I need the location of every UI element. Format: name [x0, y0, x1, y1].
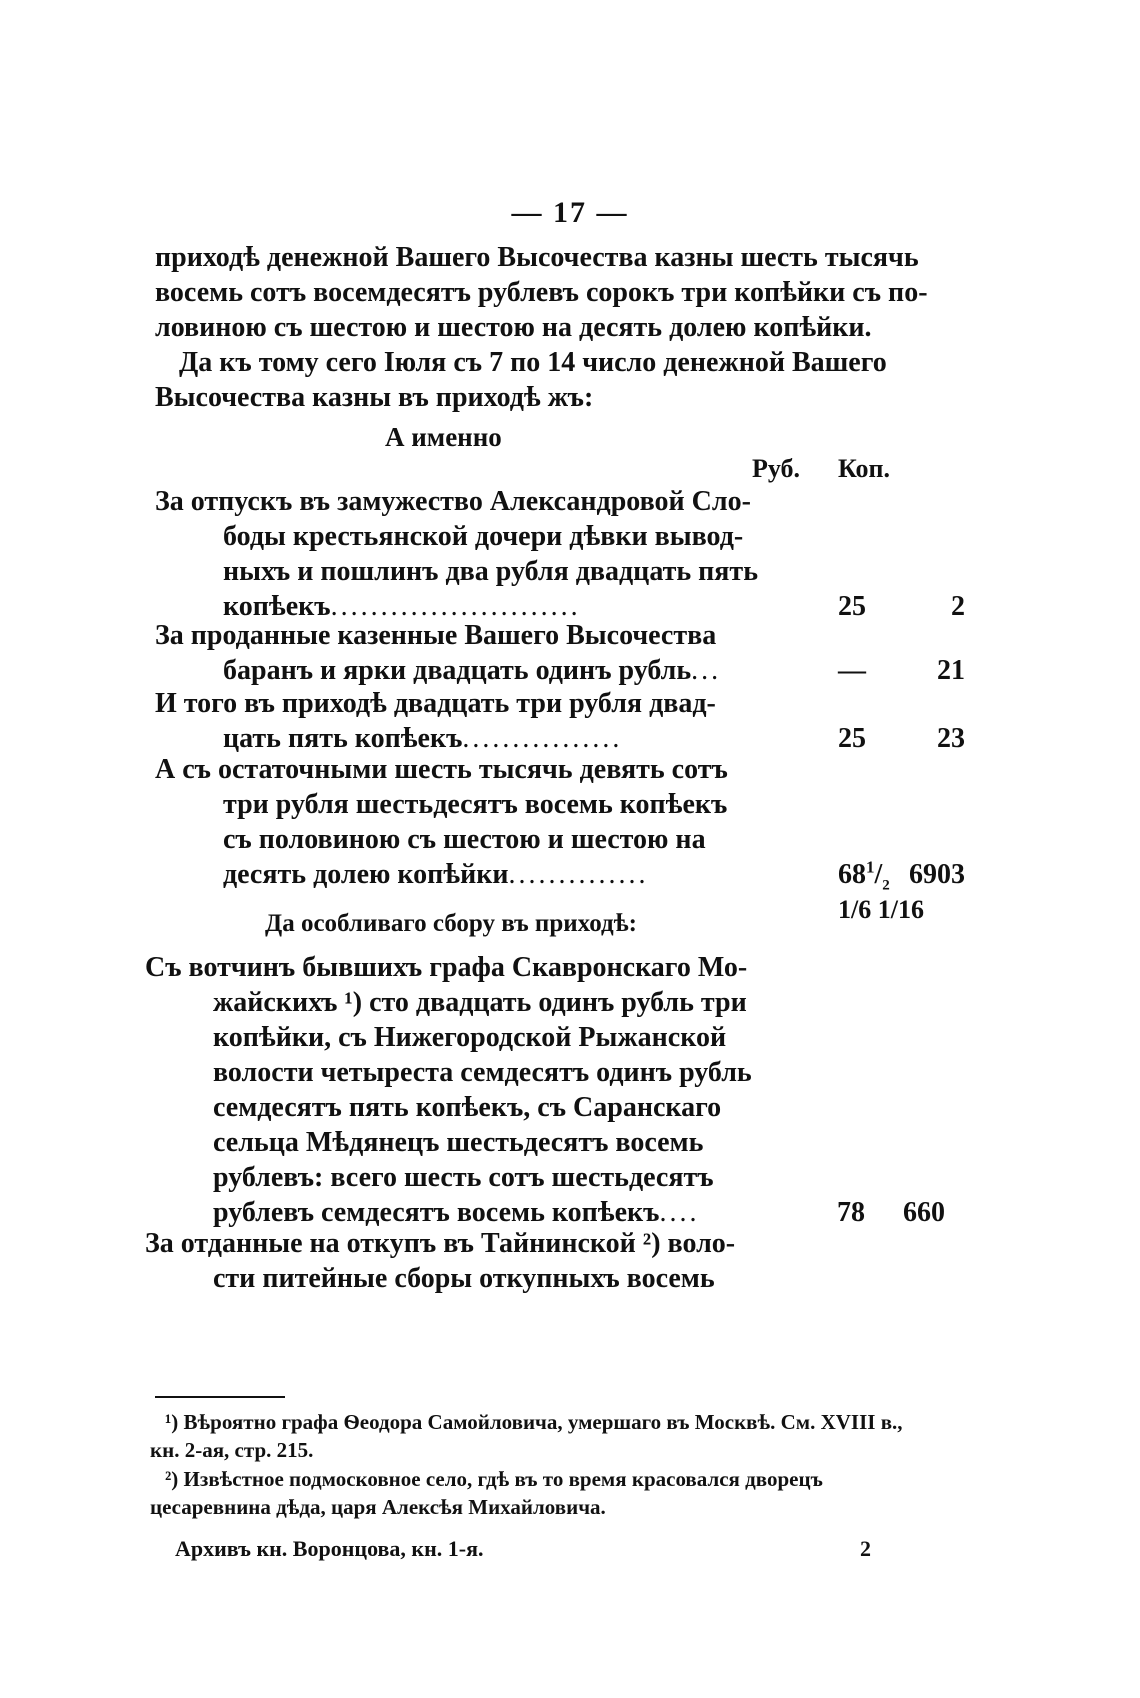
entry-line: А съ остаточными шесть тысячь девять сотъ	[155, 754, 728, 785]
extra-fraction: 1/6 1/16	[838, 895, 924, 924]
entry-line: три рубля шестьдесятъ восемь копѣекъ	[223, 789, 728, 820]
amount-rub: 21	[937, 655, 965, 686]
entry-line	[145, 1195, 945, 1230]
footnote-line: цесаревнина дѣда, царя Алексѣя Михайловича.	[150, 1495, 606, 1519]
text-line: Да къ тому сего Іюля съ 7 по 14 число денежной Вашего	[179, 347, 887, 378]
entry-line: сельца Мѣдянецъ шестьдесятъ восемь	[213, 1127, 704, 1158]
column-header-rub: Руб.	[752, 454, 801, 483]
ledger-entry	[155, 686, 965, 756]
column-header-kop: Коп.	[838, 454, 891, 483]
amount-kop: 25	[838, 723, 866, 754]
footnote-2	[150, 1465, 965, 1521]
ledger-entry	[145, 950, 945, 1230]
amount-rub: 660	[903, 1197, 945, 1228]
section-heading: Да особливаго сбору въ приходѣ:	[265, 910, 637, 937]
entry-line: Съ вотчинъ бывшихъ графа Скавронскаго Мо-	[145, 952, 748, 983]
footnote-1	[150, 1408, 965, 1464]
entry-text: баранъ и ярки двадцать одинъ рубль	[223, 655, 692, 686]
text-line: ловиною съ шестою и шестою на десять долею копѣйки.	[155, 312, 872, 343]
amount-rub: 6903	[909, 859, 965, 890]
entry-line: рублевъ: всего шесть сотъ шестьдесятъ	[213, 1162, 714, 1193]
entry-line: ныхъ и пошлинъ два рубля двадцать пять	[223, 556, 758, 587]
sheet-number: 2	[860, 1536, 871, 1561]
entry-line: И того въ приходѣ двадцать три рубля двад-	[155, 688, 716, 719]
fraction-numerator: 1	[866, 857, 875, 877]
entry-line: съ половиною съ шестою и шестою на	[223, 824, 706, 855]
amount-kop: 78	[837, 1197, 865, 1228]
text-line: Высочества казны въ приходѣ жъ:	[155, 382, 594, 413]
leader-dots: ...	[691, 655, 722, 686]
entry-line: За проданные казенные Вашего Высочества	[155, 620, 717, 651]
footnote-line: ²) Извѣстное подмосковное село, гдѣ въ то время красовался дворецъ	[165, 1467, 823, 1491]
footnote-rule	[155, 1396, 285, 1398]
page-number: — 17 —	[511, 196, 629, 229]
entry-line: жайскихъ ¹) сто двадцать одинъ рубль три	[213, 987, 747, 1018]
second-paragraph	[155, 345, 935, 415]
footnote-line: ¹) Вѣроятно графа Ѳеодора Самойловича, умершаго въ Москвѣ. См. XVIII в.,	[165, 1410, 903, 1434]
entry-line: боды крестьянской дочери дѣвки вывод-	[223, 521, 744, 552]
leader-dots: ................	[462, 723, 623, 754]
entry-line	[155, 857, 965, 894]
fraction-denominator: 2	[882, 877, 890, 894]
leader-dots: .........................	[330, 591, 581, 622]
amount-kop: $68^1/_2$	[838, 857, 890, 894]
leader-dots: ....	[659, 1197, 700, 1228]
ledger-entry	[155, 484, 965, 624]
text-line: восемь сотъ восемдесятъ рублевъ сорокъ три копѣйки съ по-	[155, 277, 928, 308]
amount-kop: —	[838, 655, 866, 686]
text-line: приходѣ денежной Вашего Высочества казны шесть тысячь	[155, 242, 919, 273]
entry-text: десять долею копѣйки	[223, 859, 509, 890]
footnote-line: кн. 2-ая, стр. 215.	[150, 1438, 314, 1462]
entry-line: За отпускъ въ замужество Александровой Сло-	[155, 486, 751, 517]
entry-line: копѣйки, съ Нижегородской Рыжанской	[213, 1022, 727, 1053]
leader-dots: ..............	[508, 859, 649, 890]
ledger-entry	[155, 618, 965, 688]
entry-line: За отданные на откупъ въ Тайнинской ²) воло-	[145, 1228, 736, 1259]
entry-text: копѣекъ	[223, 591, 331, 622]
entry-text: рублевъ семдесятъ восемь копѣекъ	[213, 1197, 660, 1228]
entry-line: сти питейные сборы откупныхъ восемь	[213, 1263, 715, 1294]
intro-paragraph	[155, 240, 935, 345]
signature-line: Архивъ кн. Воронцова, кн. 1-я.	[175, 1536, 484, 1561]
amount-rub: 2	[951, 591, 965, 622]
ledger-entry	[145, 1226, 905, 1296]
entry-text: цать пять копѣекъ	[223, 723, 463, 754]
ledger-entry	[155, 752, 965, 894]
entry-line	[155, 653, 965, 688]
section-heading: А именно	[385, 422, 502, 452]
amount-rub: 23	[937, 723, 965, 754]
entry-line: семдесятъ пять копѣекъ, съ Саранскаго	[213, 1092, 722, 1123]
amount-kop: 25	[838, 591, 866, 622]
entry-line: волости четыреста семдесятъ одинъ рубль	[213, 1057, 752, 1088]
entry-line	[155, 721, 965, 756]
